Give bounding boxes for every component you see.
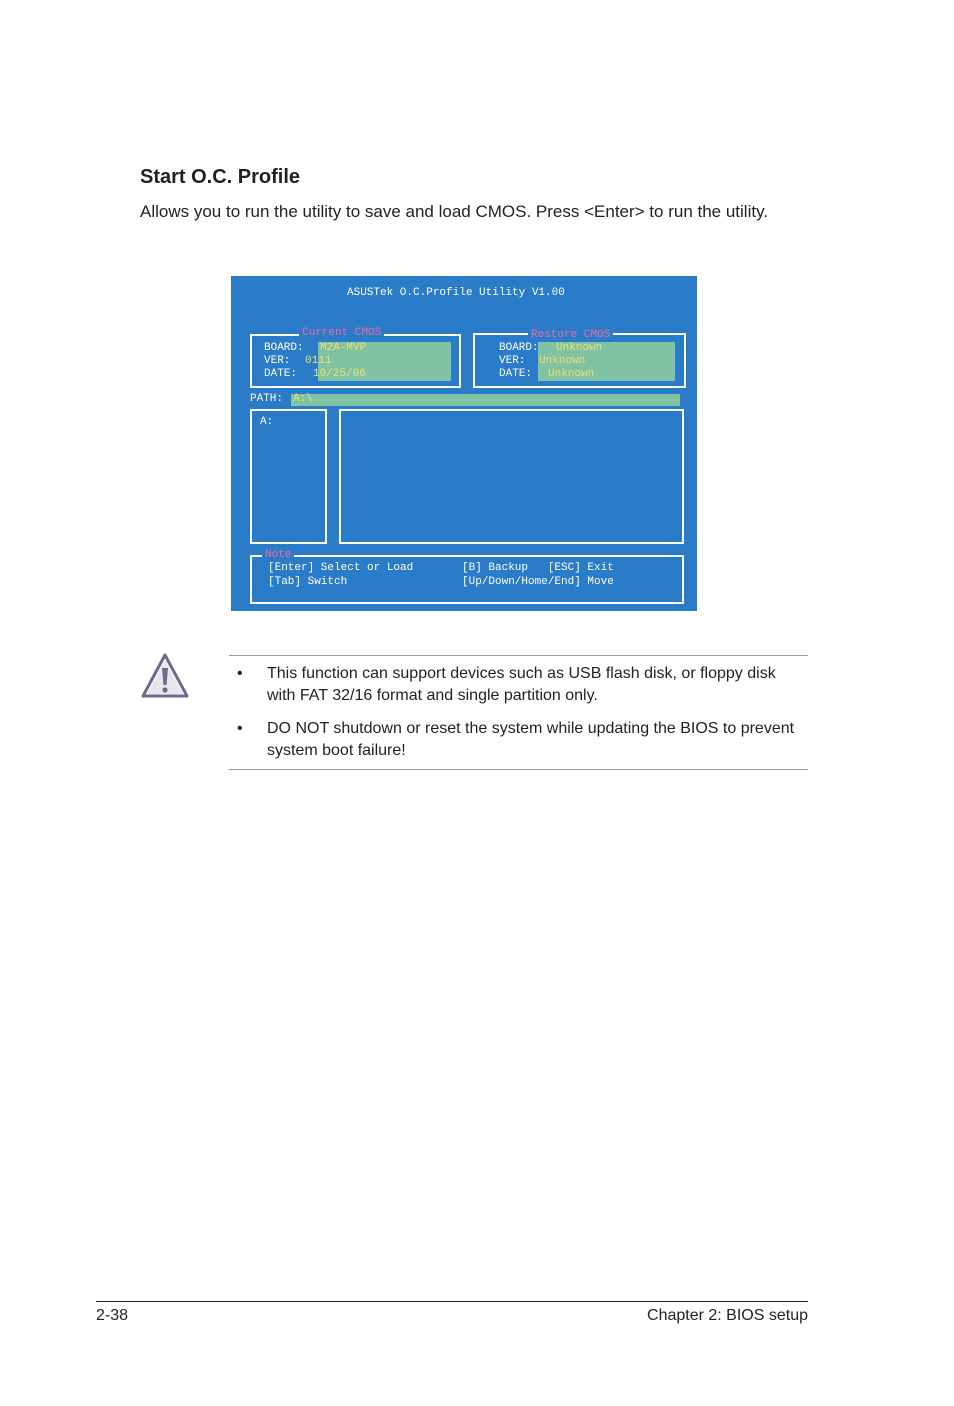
warning-text-2: DO NOT shutdown or reset the system while updating the BIOS to prevent system boot failure! bbox=[267, 720, 795, 759]
path-field[interactable] bbox=[291, 394, 680, 406]
current-date-label: DATE: bbox=[264, 368, 298, 380]
current-date-value: 10/25/06 bbox=[313, 368, 366, 380]
note-legend: Note bbox=[262, 549, 294, 561]
note-backup-exit-hint: [B] Backup [ESC] Exit bbox=[462, 562, 614, 574]
path-label: PATH: bbox=[250, 393, 284, 405]
restore-board-label: BOARD: bbox=[499, 342, 539, 354]
restore-ver-value: Unknown bbox=[539, 355, 586, 367]
warning-text-1: This function can support devices such as USB flash disk, or floppy disk with FAT 32/16 format and single partition only. bbox=[267, 665, 776, 704]
restore-date-label: DATE: bbox=[499, 368, 533, 380]
restore-ver-label: VER: bbox=[499, 355, 526, 367]
footer-rule bbox=[96, 1301, 808, 1302]
current-board-value: M2A-MVP bbox=[320, 342, 367, 354]
bios-title: ASUSTek O.C.Profile Utility V1.00 bbox=[347, 287, 565, 299]
note-enter-hint: [Enter] Select or Load bbox=[268, 562, 414, 574]
drive-a-item[interactable]: A: bbox=[260, 416, 274, 428]
file-list-panel[interactable] bbox=[339, 409, 684, 544]
warning-triangle-icon bbox=[140, 652, 190, 700]
current-ver-value: 0111 bbox=[305, 355, 332, 367]
drive-list-panel[interactable] bbox=[250, 409, 327, 544]
current-ver-label: VER: bbox=[264, 355, 291, 367]
bios-screenshot bbox=[231, 276, 697, 611]
bullet: • bbox=[237, 720, 243, 737]
bullet: • bbox=[237, 665, 243, 682]
path-value: A:\ bbox=[293, 393, 313, 405]
note-move-hint: [Up/Down/Home/End] Move bbox=[462, 576, 614, 588]
section-title: Start O.C. Profile bbox=[140, 166, 301, 188]
restore-cmos-legend: Restore CMOS bbox=[528, 329, 613, 341]
note-top-rule bbox=[229, 655, 808, 656]
page-number: 2-38 bbox=[96, 1307, 129, 1324]
current-cmos-legend: Current CMOS bbox=[299, 327, 384, 339]
note-bottom-rule bbox=[229, 769, 808, 770]
note-tab-hint: [Tab] Switch bbox=[268, 576, 348, 588]
restore-board-value: Unknown bbox=[556, 342, 603, 354]
current-board-label: BOARD: bbox=[264, 342, 304, 354]
section-description: Allows you to run the utility to save and load CMOS. Press <Enter> to run the utility. bbox=[140, 202, 769, 221]
restore-date-value: Unknown bbox=[548, 368, 595, 380]
chapter-label: Chapter 2: BIOS setup bbox=[647, 1307, 808, 1324]
